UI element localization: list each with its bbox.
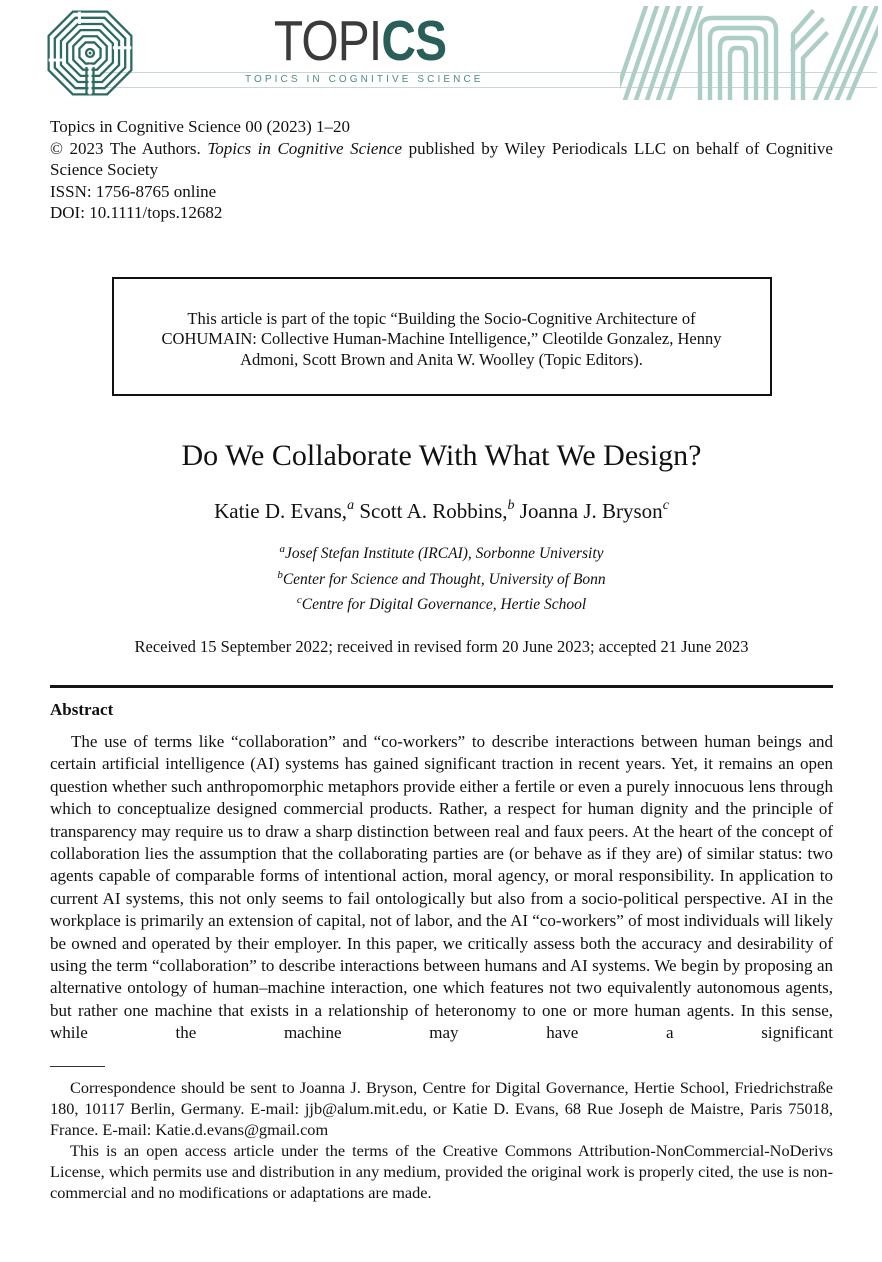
correspondence-note: Correspondence should be sent to Joanna J. Bryson, Centre for Digital Governance, Hertie School, Friedrichstraße 180, 10117 Berlin, Germany. E-mail: jjb@alum.mit.edu, or Katie D. Evans, 68 Rue Joseph de Maistre, Paris 75018, France. E-mail: Katie.d.evans@gmail.com (50, 1077, 833, 1139)
journal-header (0, 0, 882, 104)
wordmark-topi: TOPI (273, 9, 382, 73)
authors-line (50, 499, 833, 524)
received-dates-line: Received 15 September 2022; received in revised form 20 June 2023; accepted 21 June 2023 (134, 636, 749, 656)
abstract-text: The use of terms like “collaboration” and “co-workers” to describe interactions between human beings and certain artificial intelligence (AI) systems has gained significant traction in recent years. Yet, it remains an open question whether such anthropomorphic metaphors provide either a fertile or even a purely innocuous lens through which to conceptualize designed commercial products. Rather, a respect for human dignity and the principle of transparency may require us to draw a sharp distinction between real and faux peers. At the heart of the concept of collaboration lies the assumption that the collaborating parties are (or behave as if they are) of similar status: two agents capable of comparable forms of intentional action, moral agency, or moral responsibility. In application to current AI systems, this not only seems to fail ontologically but also from a socio-political perspective. AI in the workplace is primarily an extension of capital, not of labor, and the AI “co-workers” of most individuals will likely be owned and operated by their employer. In this paper, we critically assess both the accuracy and desirability of using the term “collaboration” to describe interactions between humans and AI systems. We begin by proposing an alternative ontology of human–machine interaction, one which features not two equivalently autonomous agents, but rather one machine that exists in a relationship of heteronomy to one or more human agents. In this sense, while the machine may have a significant (50, 731, 834, 1043)
maze-pattern-icon (620, 6, 878, 100)
affiliation-line (50, 590, 833, 616)
author-name: Katie D. Evans, (214, 499, 348, 523)
copyright-line (50, 138, 833, 181)
wordmark-cs: CS (381, 9, 447, 73)
affiliation-text: Centre for Digital Governance, Hertie School (301, 596, 587, 614)
topic-notice-box (112, 277, 772, 397)
copyright-journal-name: Topics in Cognitive Science (207, 138, 403, 158)
author-affiliation-marker: c (662, 498, 669, 513)
affiliation-text: Center for Science and Thought, University of Bonn (282, 570, 606, 588)
author-affiliation-marker: b (507, 498, 515, 513)
affiliation-text: Josef Stefan Institute (IRCAI), Sorbonne University (284, 545, 604, 563)
issn-line: ISSN: 1756-8765 online (50, 181, 217, 201)
doi-line: DOI: 10.1111/tops.12682 (50, 203, 223, 222)
affiliation-line (50, 565, 833, 591)
citation-block (50, 116, 833, 224)
labyrinth-logo-icon (45, 9, 135, 97)
journal-citation-line: Topics in Cognitive Science 00 (2023) 1–20 (50, 117, 351, 136)
affiliation-marker: c (296, 594, 302, 607)
copyright-pre: © 2023 The Authors. (50, 138, 208, 158)
affiliation-marker: a (279, 543, 285, 555)
journal-wordmark (268, 9, 453, 73)
affiliation-line (50, 539, 833, 565)
footnote-separator (50, 1066, 105, 1067)
author-name: Joanna J. Bryson (514, 499, 663, 523)
author-affiliation-marker: a (347, 498, 355, 513)
abstract-heading: Abstract (50, 699, 114, 719)
affiliation-marker: b (277, 568, 283, 581)
footnote-block (50, 1066, 833, 1203)
abstract-section-rule (50, 685, 833, 688)
author-name: Scott A. Robbins, (354, 499, 508, 523)
copyright-post: published by Wiley Periodicals LLC on behalf of Cognitive Science Society (50, 138, 833, 179)
open-access-note: This is an open access article under the terms of the Creative Commons Attribution-NonCommercial-NoDerivs License, which permits use and distribution in any medium, provided the original work is properly cited, the use is non-commercial and no modifications or adaptations are made. (50, 1140, 833, 1202)
topic-notice-text: This article is part of the topic “Building the Socio-Cognitive Architecture of COHUMAIN: Collective Human-Machine Intelligence,” Cleotilde Gonzalez, Henny Admoni, Scott Brown and Anita W. Woolley (Topic Editors). (161, 308, 722, 369)
article-title: Do We Collaborate With What We Design? (181, 439, 702, 472)
affiliations-block (50, 539, 833, 616)
journal-tagline: TOPICS IN COGNITIVE SCIENCE (245, 74, 484, 85)
